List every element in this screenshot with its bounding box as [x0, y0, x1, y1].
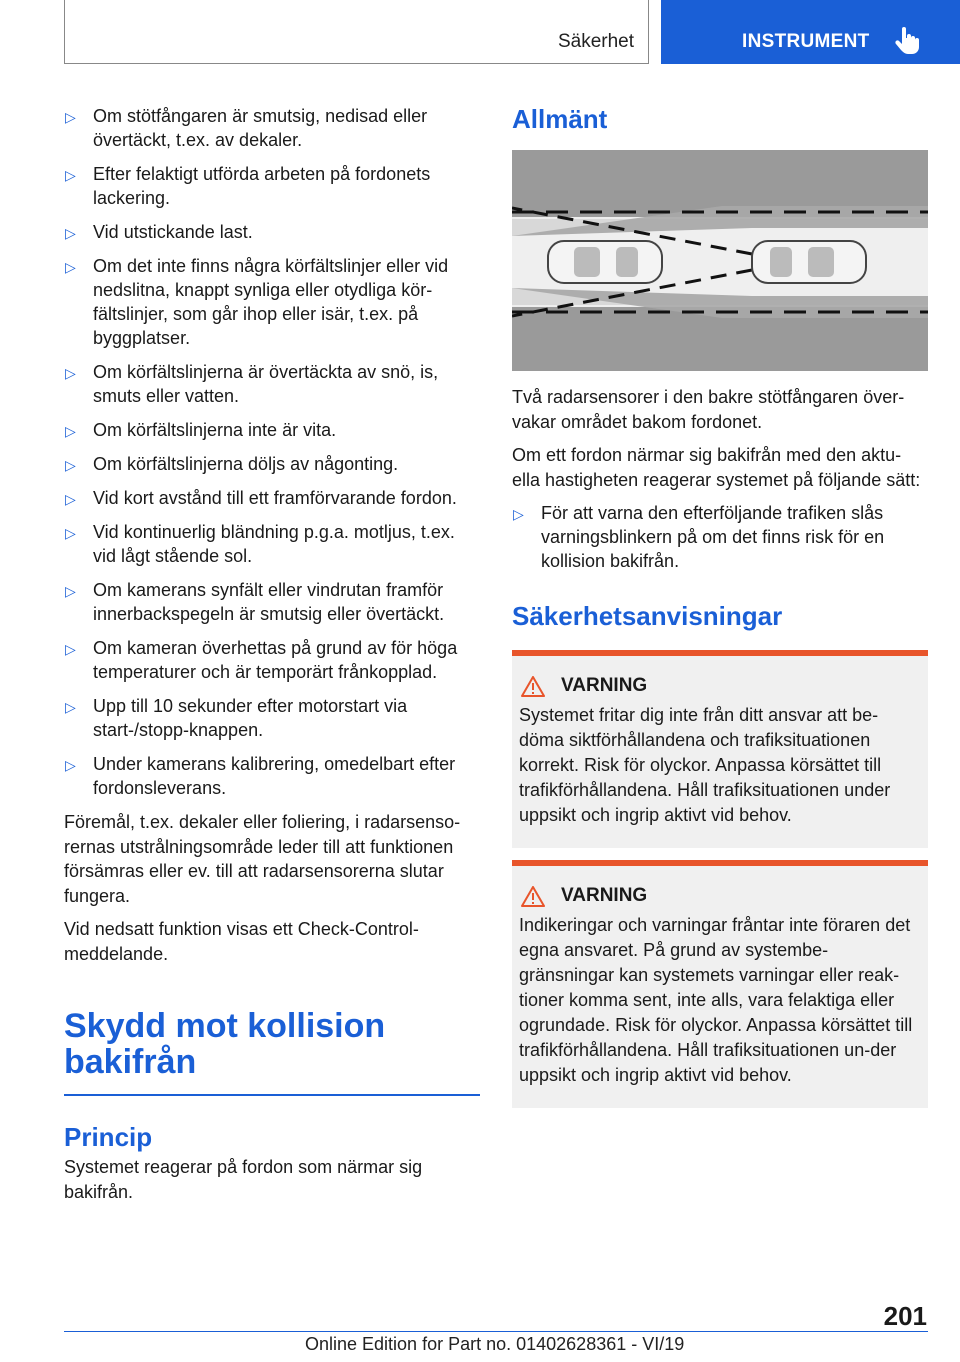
subheading-principle: Princip	[64, 1122, 153, 1152]
bullet-triangle-icon: ▷	[65, 167, 76, 183]
pointing-hand-icon	[895, 27, 921, 55]
left-column	[64, 104, 480, 1213]
page-number: 201	[883, 1301, 927, 1331]
list-item: ▷ Om körfältslinjerna inte är vita.	[64, 418, 480, 442]
warning-triangle-icon	[521, 886, 545, 907]
list-item: ▷ Vid utstickande last.	[64, 220, 480, 244]
body-paragraph: Föremål, t.ex. dekaler eller foliering, i radarsenso-rernas utstrålningsområde leder till att funktionen försämras eller ev. till att radarsensorerna slutar fungera.	[64, 812, 461, 906]
list-item: ▷ Om kameran överhettas på grund av för höga temperaturer och är temporärt frånkopplad.	[65, 638, 458, 682]
list-item: ▷ Upp till 10 sekunder efter motorstart via start-/stopp-knappen.	[65, 696, 408, 740]
chapter-heading: Skydd mot kollision bakifrån	[64, 1007, 386, 1081]
header-chapter-tab[interactable]	[661, 0, 960, 64]
warning-text: Systemet fritar dig inte från ditt ansvar att be-döma siktförhållandena och trafiksituationen korrekt. Risk för olyckor. Anpassa körsättet till trafikförhållandena. Håll trafiksituationen under uppsikt och ingrip aktivt vid behov.	[519, 705, 891, 825]
header-section-box	[64, 0, 649, 64]
reaction-list	[512, 501, 928, 573]
list-item: ▷ Vid kort avstånd till ett framförvarande fordon.	[64, 486, 480, 510]
list-item: ▷ Om körfältslinjerna döljs av någonting.	[64, 452, 480, 476]
list-item: ▷ Om körfältslinjerna är övertäckta av snö, is, smuts eller vatten.	[65, 362, 439, 406]
bullet-triangle-icon: ▷	[65, 259, 76, 275]
chapter-title: INSTRUMENT	[742, 31, 870, 52]
warning-triangle-icon	[521, 676, 545, 697]
body-paragraph: Om ett fordon närmar sig bakifrån med den aktu-ella hastigheten reagerar systemet på följande sätt:	[512, 445, 921, 490]
section-heading-safety: Säkerhetsanvisningar	[512, 601, 783, 631]
bullet-triangle-icon: ▷	[65, 457, 76, 473]
bullet-triangle-icon: ▷	[65, 641, 76, 657]
bullet-triangle-icon: ▷	[65, 757, 76, 773]
bullet-triangle-icon: ▷	[65, 423, 76, 439]
list-item: ▷ Vid kontinuerlig bländning p.g.a. motljus, t.ex. vid lågt stående sol.	[65, 522, 455, 566]
bullet-triangle-icon: ▷	[65, 225, 76, 241]
warning-title: VARNING	[519, 675, 921, 697]
warning-box	[512, 650, 928, 848]
principle-paragraph: Systemet reagerar på fordon som närmar sig bakifrån.	[64, 1157, 423, 1202]
list-item: ▷ Efter felaktigt utförda arbeten på fordonets lackering.	[65, 164, 431, 208]
body-paragraph: Vid nedsatt funktion visas ett Check-Control-meddelande.	[64, 919, 419, 964]
car-rear	[548, 241, 662, 283]
list-item: ▷ Om det inte finns några körfältslinjer eller vid nedslitna, knappt synliga eller otydliga kör-fältslinjer, som går ihop eller isär, t.ex. på byggplatser.	[65, 256, 449, 348]
warning-box	[512, 860, 928, 1108]
bullet-triangle-icon: ▷	[65, 109, 76, 125]
warning-title: VARNING	[519, 885, 921, 907]
bullet-triangle-icon: ▷	[65, 525, 76, 541]
section-title: Säkerhet	[557, 31, 634, 52]
bullet-triangle-icon: ▷	[65, 365, 76, 381]
list-item: ▷ Om kamerans synfält eller vindrutan framför innerbackspegeln är smutsig eller övertäckt.	[65, 580, 445, 624]
list-item: ▷ För att varna den efterföljande trafiken slås varningsblinkern på om det finns risk för en kollision bakifrån.	[513, 503, 885, 571]
edition-label: Online Edition for Part no. 01402628361 - VI/19	[305, 1334, 685, 1354]
list-item: ▷ Under kamerans kalibrering, omedelbart efter fordonsleverans.	[65, 754, 456, 798]
heading-divider	[64, 1094, 480, 1096]
limitations-list	[64, 104, 480, 800]
rear-collision-radar-illustration	[512, 150, 928, 371]
bullet-triangle-icon: ▷	[65, 699, 76, 715]
car-front	[752, 241, 866, 283]
list-item: ▷ Om stötfångaren är smutsig, nedisad eller övertäckt, t.ex. av dekaler.	[65, 106, 428, 150]
right-column	[512, 104, 928, 1120]
section-heading-general: Allmänt	[512, 104, 608, 134]
bullet-triangle-icon: ▷	[65, 583, 76, 599]
footer-divider	[64, 1331, 928, 1332]
bullet-triangle-icon: ▷	[65, 491, 76, 507]
bullet-triangle-icon: ▷	[513, 506, 524, 522]
body-paragraph: Två radarsensorer i den bakre stötfångaren över-vakar området bakom fordonet.	[512, 387, 905, 432]
warning-text: Indikeringar och varningar fråntar inte föraren det egna ansvaret. På grund av systembe-gränsningar kan systemets varningar eller reak-tioner komma sent, inte alls, vara felaktiga eller ogrundade. Risk för olyckor. Anpassa körsättet till trafikförhållandena. Håll trafiksituationen un-der uppsikt och ingrip aktivt vid behov.	[519, 915, 913, 1085]
